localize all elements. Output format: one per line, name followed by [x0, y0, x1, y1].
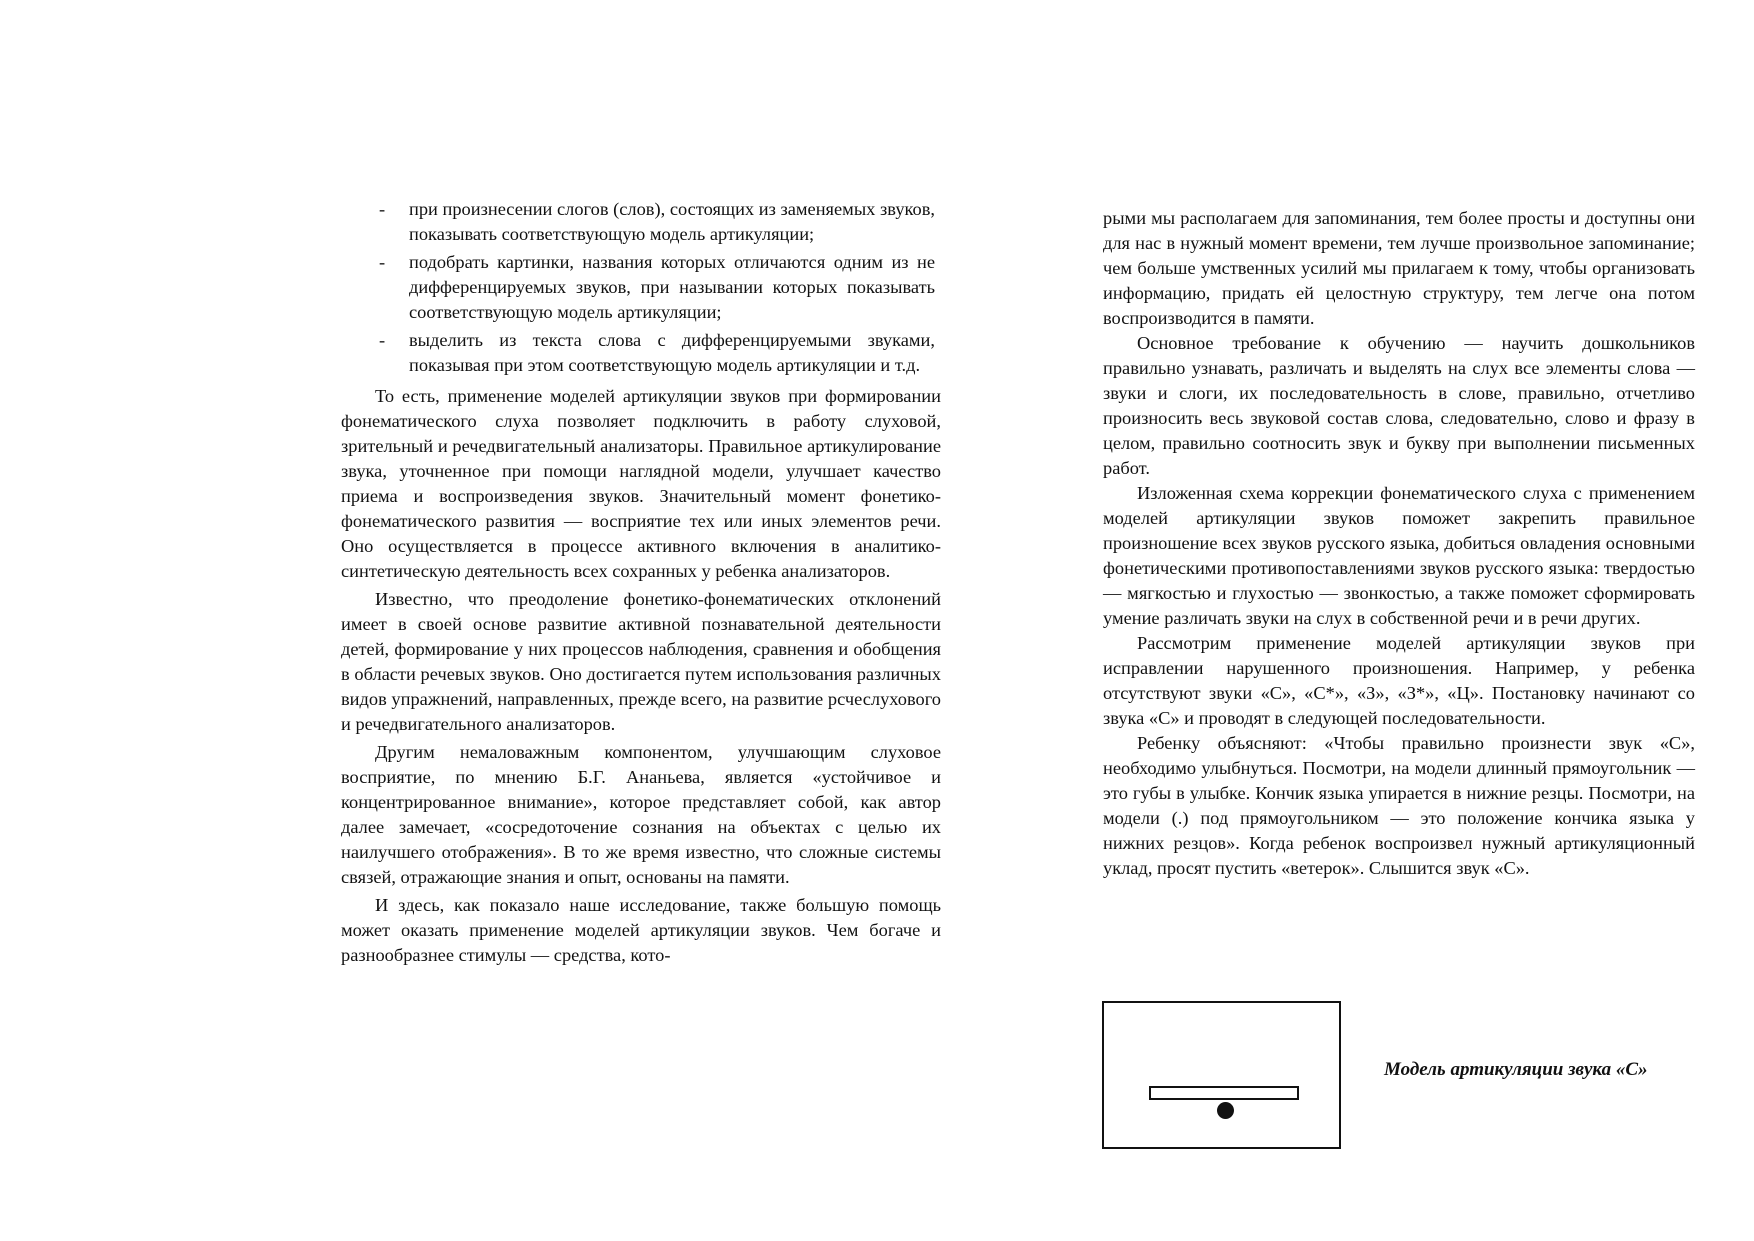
- figure-caption: Модель артикуляции звука «С»: [1384, 1059, 1648, 1080]
- list-item-text: подобрать картинки, названия которых отличаются одним из не дифференцируемых звуков, при назывании которых показывать соответствующую модель артикуляции;: [409, 252, 935, 322]
- paragraph: Основное требование к обучению — научить дошкольников правильно узнавать, различать и выделять на слух все элементы слова — звуки и слоги, их последовательность в слове, правильно, отчетливо произносить весь звуковой состав слова, следовательно, слово и фразу в целом, правильно соотносить звук и букву при выполнении письменных работ.: [1103, 333, 1695, 478]
- list-item: [341, 328, 941, 378]
- list-item: [341, 250, 941, 325]
- list-item-text: при произнесении слогов (слов), состоящих из заменяемых звуков, показывать соответствующую модель артикуляции;: [409, 199, 935, 244]
- exercise-list: [341, 197, 941, 378]
- list-dash: -: [379, 252, 386, 272]
- list-dash: -: [379, 330, 386, 350]
- lips-rectangle: [1149, 1086, 1299, 1100]
- paragraph: И здесь, как показало наше исследование, также большую помощь может оказать применение моделей артикуляции звуков. Чем богаче и разнообразнее стимулы — средства, кото-: [341, 895, 941, 965]
- articulation-model-figure: [1102, 1001, 1341, 1149]
- paragraph-continued: рыми мы располагаем для запоминания, тем более просты и доступны они для нас в нужный момент времени, тем лучше произвольное запоминание; чем больше умственных усилий мы прилагаем к тому, чтобы организовать информацию, придать ей целостную структуру, тем легче она потом воспроизводится в памяти.: [1103, 208, 1695, 328]
- paragraph: Другим немаловажным компонентом, улучшающим слуховое восприятие, по мнению Б.Г. Ананьева, является «устойчивое и концентрированное внимание», которое представляет собой, как автор далее замечает, «сосредоточение сознания на объектах с целью их наилучшего отображения». В то же время известно, что сложные системы связей, отражающие знания и опыт, основаны на памяти.: [341, 742, 941, 887]
- tongue-tip-dot: [1217, 1102, 1234, 1119]
- paragraph: Ребенку объясняют: «Чтобы правильно произнести звук «С», необходимо улыбнуться. Посмотри, на модели длинный прямоугольник — это губы в улыбке. Кончик языка упирается в нижние резцы. Посмотри, на модели (.) под прямоугольником — это положение кончика языка у нижних резцов». Когда ребенок воспроизвел нужный артикуляционный уклад, просят пустить «ветерок». Слышится звук «С».: [1103, 733, 1695, 878]
- list-item-text: выделить из текста слова с дифференцируемыми звуками, показывая при этом соответствующую модель артикуляции и т.д.: [409, 330, 935, 375]
- paragraph: Рассмотрим применение моделей артикуляции звуков при исправлении нарушенного произношения. Например, у ребенка отсутствуют звуки «С», «С*», «З», «З*», «Ц». Постановку начинают со звука «С» и проводят в следующей последовательности.: [1103, 633, 1695, 728]
- paragraph: Изложенная схема коррекции фонематического слуха с применением моделей артикуляции звуков поможет закрепить правильное произношение всех звуков русского языка, добиться овладения основными фонетическими противопоставлениями звуков русского языка: твердостью — мягкостью и глухостью — звонкостью, а также поможет сформировать умение различать звуки на слух в собственной речи и в речи других.: [1103, 483, 1695, 628]
- left-page: [341, 197, 941, 968]
- paragraph: Известно, что преодоление фонетико-фонематических отклонений имеет в своей основе развитие активной познавательной деятельности детей, формирование у них процессов наблюдения, сравнения и обобщения в области речевых звуков. Оно достигается путем использования различных видов упражнений, направленных, прежде всего, на развитие рсчеслухового и речедвигательного анализаторов.: [341, 589, 941, 734]
- list-dash: -: [379, 199, 386, 219]
- paragraph: То есть, применение моделей артикуляции звуков при формировании фонематического слуха позволяет подключить в работу слуховой, зрительный и речедвигательный анализаторы. Правильное артикулирование звука, уточненное при помощи наглядной модели, улучшает качество приема и воспроизведения звуков. Значительный момент фонетико-фонематического развития — восприятие тех или иных элементов речи. Оно осуществляется в процессе активного включения в аналитико-синтетическую деятельность всех сохранных у ребенка анализаторов.: [341, 386, 941, 581]
- list-item: [341, 197, 941, 247]
- right-page: [1103, 206, 1695, 881]
